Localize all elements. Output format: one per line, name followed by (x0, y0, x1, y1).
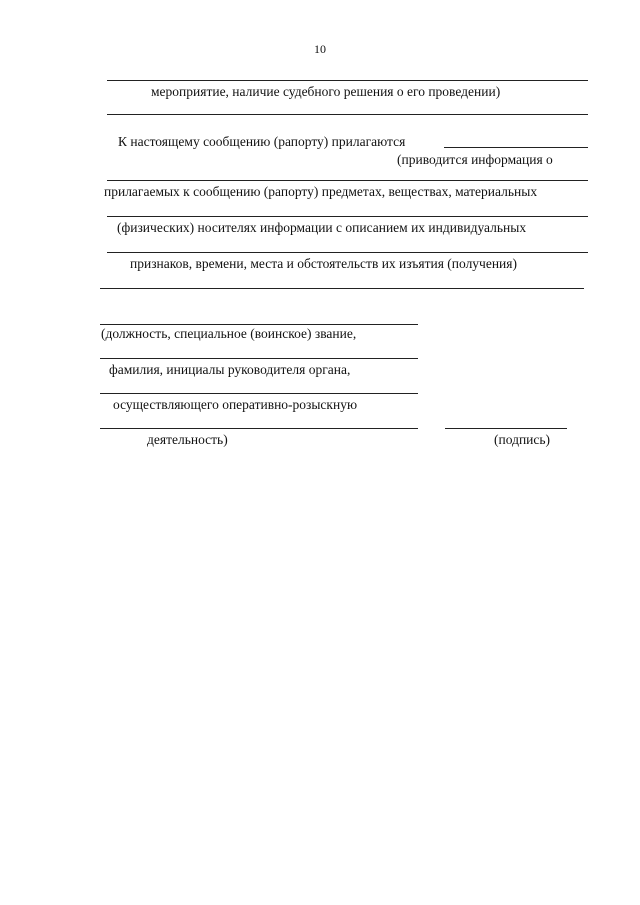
attachments-hint-line: признаков, времени, места и обстоятельств их изъятия (получения) (130, 256, 517, 271)
top-paragraph-line: мероприятие, наличие судебного решения о его проведении) (151, 84, 501, 99)
fill-line (100, 324, 418, 325)
attachments-hint-line: (физических) носителях информации с описанием их индивидуальных (117, 220, 527, 235)
signatory-caption-line: осуществляющего оперативно-розыскную (113, 397, 358, 412)
attachments-hint-line: прилагаемых к сообщению (рапорту) предметах, веществах, материальных (104, 184, 538, 199)
signatory-caption-line: деятельность) (147, 432, 228, 447)
fill-line (100, 428, 418, 429)
fill-line (107, 114, 588, 115)
signature-line (445, 428, 567, 429)
fill-line (107, 252, 588, 253)
page-number: 10 (314, 42, 326, 56)
fill-line (107, 80, 588, 81)
attachments-hint-line: (приводится информация о (397, 152, 553, 167)
fill-line (100, 393, 418, 394)
attachments-intro: К настоящему сообщению (рапорту) прилагаются (118, 134, 406, 149)
attachments-fill-line (444, 147, 588, 148)
signatory-caption-line: фамилия, инициалы руководителя органа, (109, 362, 351, 377)
fill-line (107, 180, 588, 181)
signature-label: (подпись) (494, 432, 551, 447)
fill-line (107, 216, 588, 217)
signatory-caption-line: (должность, специальное (воинское) звание, (101, 326, 357, 341)
fill-line (100, 288, 584, 289)
fill-line (100, 358, 418, 359)
